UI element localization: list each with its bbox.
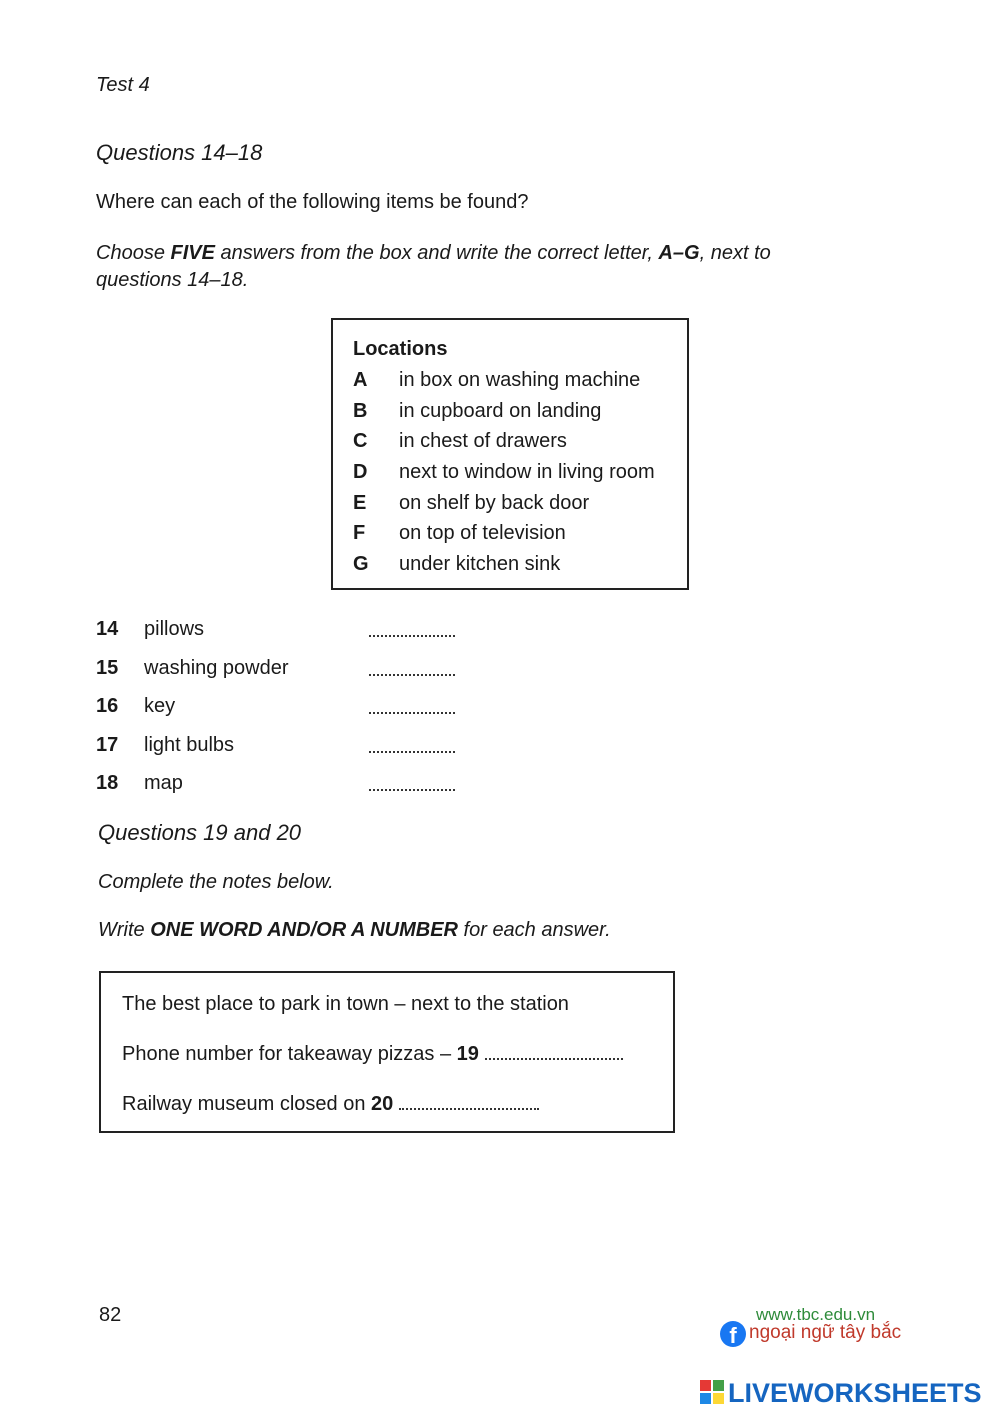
location-option-a: A in box on washing machine	[353, 369, 641, 391]
answer-field-19[interactable]	[485, 1058, 623, 1060]
section-heading-14-18: Questions 14–18	[96, 140, 263, 165]
notes-box	[99, 971, 675, 1133]
location-option-e: E on shelf by back door	[353, 492, 590, 514]
question-item-18: 18 map	[96, 772, 183, 794]
note-line-parking: The best place to park in town – next to the station	[122, 993, 569, 1015]
location-option-d: D next to window in living room	[353, 461, 655, 483]
notes-instruction: Complete the notes below.	[98, 871, 334, 893]
locations-box	[331, 318, 689, 590]
section-heading-19-20: Questions 19 and 20	[98, 820, 302, 845]
section-instruction: Choose FIVE answers from the box and write the correct letter, A–G, next to questions 14–18.	[96, 242, 771, 291]
liveworksheets-logo[interactable]	[700, 1378, 990, 1408]
site-url-link[interactable]: www.tbc.edu.vn	[756, 1305, 876, 1324]
answer-field-16[interactable]	[369, 712, 455, 714]
word-limit-instruction: Write ONE WORD AND/OR A NUMBER for each answer.	[98, 919, 611, 941]
answer-field-18[interactable]	[369, 789, 455, 791]
liveworksheets-wordmark: LIVEWORKSHEETS	[728, 1378, 982, 1408]
liveworksheets-icon	[700, 1380, 724, 1404]
location-option-f: F on top of television	[353, 522, 566, 544]
facebook-icon: f	[720, 1321, 746, 1347]
location-option-g: G under kitchen sink	[353, 553, 561, 575]
answer-field-15[interactable]	[369, 674, 455, 676]
answer-field-20[interactable]	[399, 1108, 539, 1110]
page-number: 82	[99, 1304, 122, 1326]
answer-field-14[interactable]	[369, 635, 455, 637]
test-label: Test 4	[96, 74, 150, 96]
section-question: Where can each of the following items be found?	[96, 191, 529, 213]
locations-title: Locations	[353, 338, 448, 360]
question-item-16: 16 key	[96, 695, 176, 717]
question-item-15: 15 washing powder	[96, 657, 289, 679]
answer-field-17[interactable]	[369, 751, 455, 753]
note-line-museum: Railway museum closed on 20	[122, 1093, 539, 1116]
question-item-14: 14 pillows	[96, 618, 205, 640]
location-option-c: C in chest of drawers	[353, 430, 567, 452]
location-option-b: B in cupboard on landing	[353, 400, 602, 422]
note-line-pizza-phone: Phone number for takeaway pizzas – 19	[122, 1043, 623, 1066]
site-name: ngoại ngữ tây bắc	[749, 1322, 902, 1343]
question-item-17: 17 light bulbs	[96, 734, 235, 756]
